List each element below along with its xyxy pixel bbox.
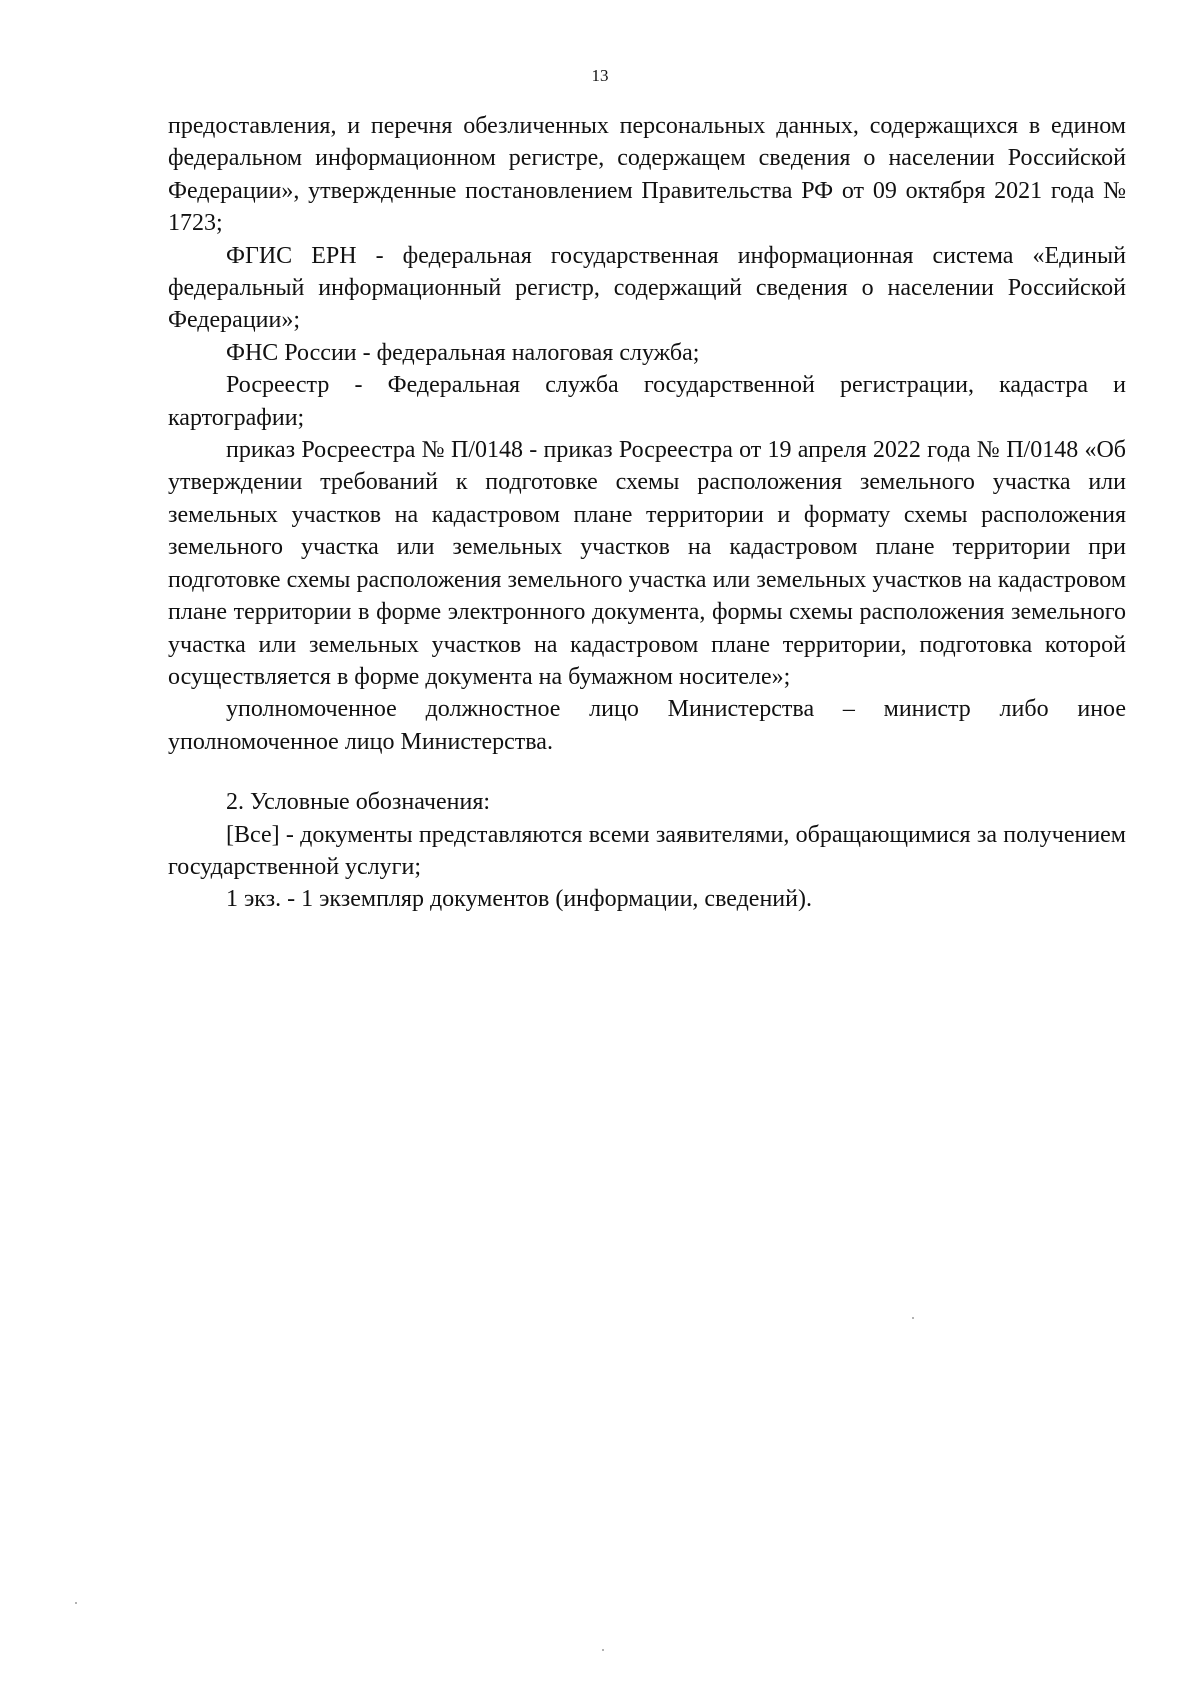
paragraph-order-p0148: приказ Росреестра № П/0148 - приказ Росреестра от 19 апреля 2022 года № П/0148 «Об утверждении требований к подготовке схемы расположения земельного участка или земельных участков на кадастровом плане территории и формату схемы расположения земельного участка или земельных участков на кадастровом плане территории при подготовке схемы расположения земельного участка или земельных участков на кадастровом плане территории в форме электронного документа, формы схемы расположения земельного участка или земельных участков на кадастровом плане территории, подготовка которой осуществляется в форме документа на бумажном носителе»;	[168, 437, 1126, 690]
page-number: 13	[591, 66, 609, 85]
scan-speck	[602, 1649, 604, 1651]
document-body	[168, 110, 1126, 916]
scan-speck	[912, 1317, 914, 1319]
paragraph-authorized-official: уполномоченное должностное лицо Министерства – министр либо иное уполномоченное лицо Министерства.	[168, 696, 1126, 755]
paragraph-fns: ФНС России - федеральная налоговая служба;	[226, 339, 700, 366]
scan-speck	[75, 1602, 77, 1604]
paragraph-rosreestr: Росреестр - Федеральная служба государственной регистрации, кадастра и картографии;	[168, 372, 1126, 431]
section-heading-symbols: 2. Условные обозначения:	[226, 789, 491, 816]
paragraph-all-applicants: [Все] - документы представляются всеми заявителями, обращающимися за получением государственной услуги;	[168, 821, 1126, 880]
paragraph-fgis-ern: ФГИС ЕРН - федеральная государственная информационная система «Единый федеральный информационный регистр, содержащий сведения о населении Российской Федерации»;	[168, 242, 1126, 334]
paragraph-one-copy: 1 экз. - 1 экземпляр документов (информации, сведений).	[226, 886, 812, 913]
paragraph-continuation: предоставления, и перечня обезличенных персональных данных, содержащихся в едином федеральном информационном регистре, содержащем сведения о населении Российской Федерации», утвержденные постановлением Правительства РФ от 09 октября 2021 года № 1723;	[168, 113, 1126, 237]
